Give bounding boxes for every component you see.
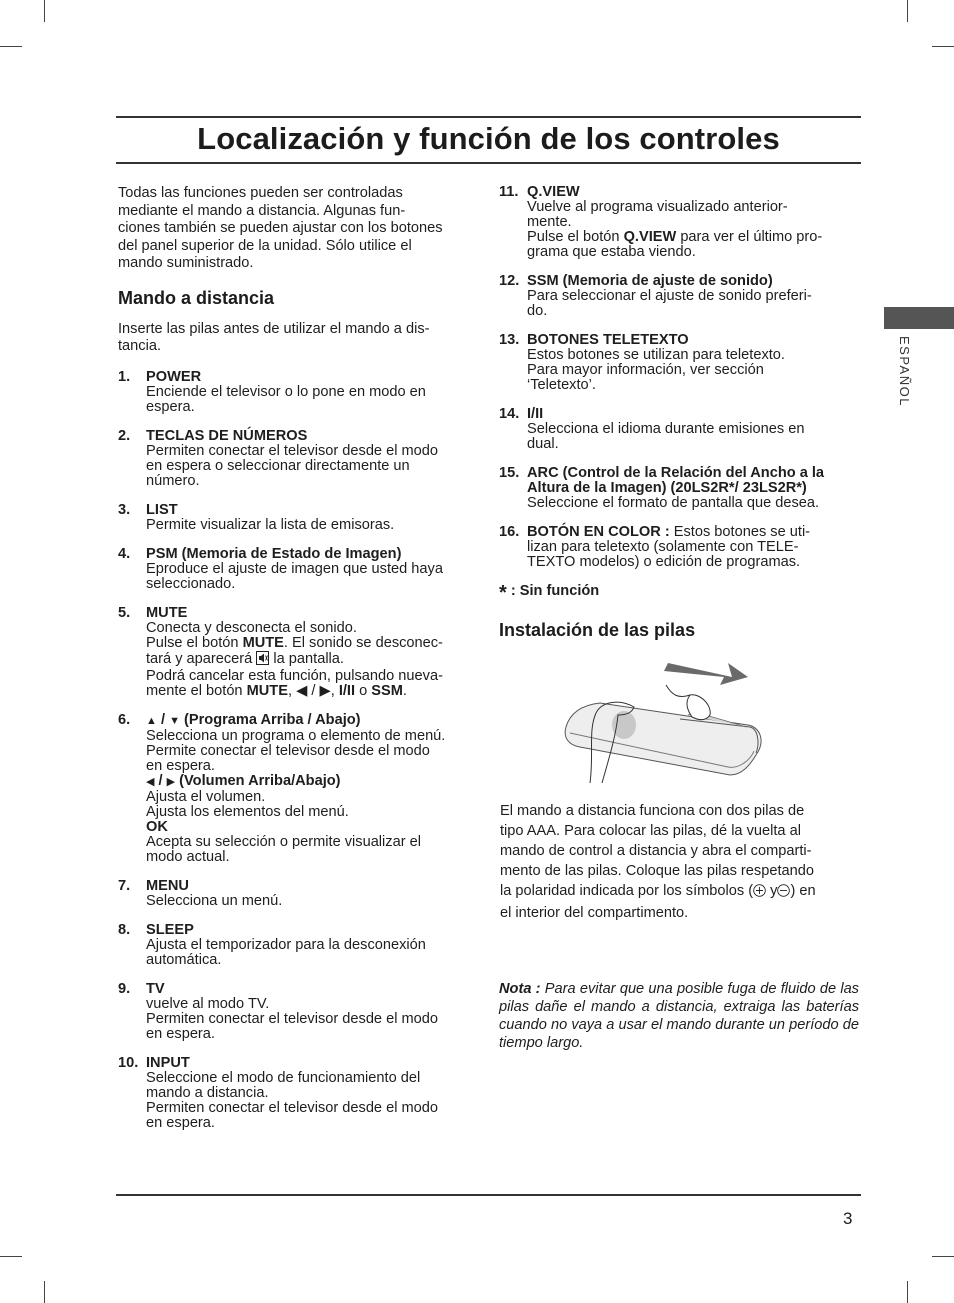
install-line: mando de control a distancia y abra el comparti- [500, 843, 812, 859]
crop-mark [907, 1281, 908, 1303]
list-item [499, 525, 859, 570]
text-run: I/II [338, 682, 356, 699]
text-run: (Programa Arriba / Abajo) [184, 711, 361, 728]
triangle-down-icon: ▼ [169, 714, 180, 727]
list-item [118, 503, 479, 533]
item-heading: TECLAS DE NÚMEROS [146, 427, 308, 444]
install-line: tipo AAA. Para colocar las pilas, dé la vuelta al [500, 823, 801, 839]
text-run: para ver el último pro- [676, 229, 823, 245]
item-text: mente. [527, 214, 572, 230]
text-run: mente el botón [146, 682, 247, 699]
mute-speaker-icon [256, 651, 269, 669]
item-text: Para mayor información, ver sección [527, 362, 764, 378]
list-item [118, 370, 479, 415]
item-text [527, 525, 859, 540]
item-text: vuelve al modo TV. [146, 995, 270, 1012]
list-item [118, 982, 479, 1042]
item-heading: BOTONES TELETEXTO [527, 332, 689, 348]
item-heading: PSM (Memoria de Estado de Imagen) [146, 545, 402, 562]
triangle-up-icon: ▲ [146, 714, 157, 727]
item-number: 1. [118, 368, 131, 385]
item-text: do. [527, 303, 548, 319]
list-item [499, 185, 859, 260]
list-item [118, 606, 479, 699]
list-item [499, 274, 859, 319]
item-text: Seleccione el formato de pantalla que desea. [527, 495, 820, 511]
item-text: lizan para teletexto (solamente con TELE- [527, 539, 799, 555]
crop-mark [907, 0, 908, 22]
plus-circle-icon [753, 883, 766, 903]
list-item [499, 466, 859, 511]
item-number: 11. [499, 184, 519, 200]
text-run: la pantalla. [269, 650, 344, 667]
item-number: 7. [118, 877, 131, 894]
text-run: / [156, 711, 170, 728]
item-number: 16. [499, 524, 520, 540]
list-item [118, 1056, 479, 1131]
text-run: Q.VIEW [623, 229, 677, 245]
text-run: y [766, 883, 778, 899]
title-bottom-rule [116, 162, 861, 164]
intro-line: ciones también se pueden ajustar con los botones [118, 220, 443, 236]
intro-line: del panel superior de la unidad. Sólo utilice el [118, 237, 412, 254]
text-run: . El sonido se desconec- [283, 634, 443, 651]
triangle-left-icon: ◀ [146, 775, 155, 788]
text-run: Pulse el botón [146, 634, 243, 651]
item-text: en espera. [146, 1025, 215, 1042]
crop-mark [932, 46, 954, 47]
text-run: , ◀ / ▶, [287, 682, 339, 699]
item-number: 3. [118, 501, 131, 518]
instruction-line: tancia. [118, 338, 161, 354]
item-number: 4. [118, 545, 131, 562]
item-heading: OK [146, 818, 168, 835]
text-run: tará y aparecerá [146, 650, 257, 667]
install-heading: Instalación de las pilas [499, 620, 696, 640]
item-number: 15. [499, 465, 520, 481]
item-text: Permite conectar el televisor desde el modo [146, 742, 430, 759]
footnote-text: : Sin función [510, 583, 600, 599]
text-run: SSM [371, 682, 403, 699]
intro-line: mediante el mando a distancia. Algunas fun- [118, 202, 406, 219]
language-tab-bar [884, 307, 954, 329]
note-paragraph [499, 980, 859, 1052]
item-number: 6. [118, 711, 131, 728]
intro-paragraph [118, 185, 479, 273]
item-text [146, 684, 479, 699]
item-text: Conecta y desconecta el sonido. [146, 619, 357, 636]
item-text: seleccionado. [146, 575, 236, 592]
text-run: MUTE [242, 634, 284, 651]
item-text: espera. [146, 398, 195, 415]
text-run: BOTÓN EN COLOR : [527, 524, 670, 540]
language-tab-label: ESPAÑOL [897, 336, 912, 407]
item-text [146, 636, 479, 651]
item-heading: I/II [527, 406, 544, 422]
item-text: Ajusta el temporizador para la desconexión [146, 936, 426, 953]
install-line [500, 881, 860, 903]
item-text: Ajusta el volumen. [146, 788, 266, 805]
item-number: 9. [118, 980, 131, 997]
item-text: Selecciona un menú. [146, 892, 283, 909]
item-text: Ajusta los elementos del menú. [146, 803, 349, 820]
item-number: 10. [118, 1054, 139, 1071]
item-text: Acepta su selección o permite visualizar el [146, 833, 421, 850]
text-run: MUTE [246, 682, 288, 699]
install-paragraph [500, 801, 860, 923]
item-heading: ARC (Control de la Relación del Ancho a la [527, 465, 825, 481]
crop-mark [0, 1256, 22, 1257]
crop-mark [0, 46, 22, 47]
item-text: Seleccione el modo de funcionamiento del [146, 1069, 421, 1086]
text-run: la polaridad indicada por los símbolos ( [500, 883, 754, 899]
note-text: Para evitar que una posible fuga de fluido de las pilas dañe el mando a distancia, extraiga las baterías cuando no vaya a usar el mando durante un período de tiempo largo. [499, 981, 859, 1051]
item-text: Eproduce el ajuste de imagen que usted haya [146, 560, 443, 577]
item-text [146, 651, 479, 669]
item-number: 12. [499, 273, 520, 289]
item-text: mando a distancia. [146, 1084, 269, 1101]
item-number: 14. [499, 406, 520, 422]
intro-line: mando suministrado. [118, 255, 254, 271]
text-run: / [154, 772, 167, 789]
intro-line: Todas las funciones pueden ser controladas [118, 185, 403, 201]
item-text: Vuelve al programa visualizado anterior- [527, 199, 788, 215]
item-heading: INPUT [146, 1054, 190, 1071]
remote-instruction [118, 321, 479, 356]
item-heading: LIST [146, 501, 178, 518]
battery-illustration [560, 655, 770, 790]
item-text: Permiten conectar el televisor desde el modo [146, 1099, 439, 1116]
item-text: modo actual. [146, 848, 230, 865]
item-text: en espera. [146, 1114, 215, 1131]
crop-mark [44, 0, 45, 22]
item-heading: Q.VIEW [527, 184, 580, 200]
item-number: 13. [499, 332, 520, 348]
list-item [118, 547, 479, 592]
item-heading: Altura de la Imagen) (20LS2R*/ 23LS2R*) [527, 480, 807, 496]
item-text: Permite visualizar la lista de emisoras. [146, 516, 395, 533]
list-item [118, 429, 479, 489]
asterisk-icon: * [499, 582, 507, 604]
install-line: mento de las pilas. Coloque las pilas respetando [500, 863, 814, 879]
text-run: ) en [790, 883, 816, 899]
item-number: 5. [118, 604, 131, 621]
item-heading: MUTE [146, 604, 188, 621]
list-item [499, 407, 859, 452]
crop-mark [44, 1281, 45, 1303]
remote-heading: Mando a distancia [118, 287, 275, 308]
triangle-right-icon: ▶ [166, 775, 176, 788]
item-text: Permiten conectar el televisor desde el modo [146, 1010, 439, 1027]
item-text [527, 230, 859, 245]
minus-circle-icon [777, 883, 790, 903]
text-run: . [402, 682, 407, 699]
item-text: número. [146, 472, 200, 489]
item-text: automática. [146, 951, 222, 968]
note-label: Nota : [499, 981, 541, 997]
left-column [118, 185, 479, 1145]
item-text: Estos botones se utilizan para teletexto. [527, 347, 785, 363]
item-number: 2. [118, 427, 131, 444]
item-text: Para seleccionar el ajuste de sonido preferi- [527, 288, 812, 304]
item-text: Selecciona el idioma durante emisiones en [527, 421, 805, 437]
item-text: Permiten conectar el televisor desde el modo [146, 442, 439, 459]
item-text: Selecciona un programa o elemento de menú. [146, 727, 446, 744]
footer-rule [116, 1194, 861, 1196]
item-heading: SLEEP [146, 921, 194, 938]
item-heading: TV [146, 980, 165, 997]
list-item [118, 923, 479, 968]
text-run: (Volumen Arriba/Abajo) [179, 772, 341, 789]
item-heading: SSM (Memoria de ajuste de sonido) [527, 273, 773, 289]
page-number: 3 [843, 1209, 853, 1228]
install-line: el interior del compartimento. [500, 905, 689, 921]
text-run: Estos botones se uti- [669, 524, 811, 540]
list-item [118, 713, 479, 865]
list-item [118, 879, 479, 909]
item-text: dual. [527, 436, 559, 452]
item-text: grama que estaba viendo. [527, 244, 696, 260]
item-heading: MENU [146, 877, 189, 894]
text-run: o [355, 682, 372, 699]
item-number: 8. [118, 921, 131, 938]
item-text: ‘Teletexto’. [527, 377, 596, 393]
item-text: Podrá cancelar esta función, pulsando nueva- [146, 667, 443, 684]
item-heading [146, 774, 479, 790]
page-title: Localización y función de los controles [197, 121, 780, 156]
list-item [499, 333, 859, 393]
instruction-line: Inserte las pilas antes de utilizar el mando a dis- [118, 320, 430, 337]
item-text: en espera. [146, 757, 215, 774]
text-run: Pulse el botón [527, 229, 624, 245]
right-column [499, 185, 859, 653]
install-line: El mando a distancia funciona con dos pilas de [500, 803, 805, 819]
crop-mark [932, 1256, 954, 1257]
item-text: en espera o seleccionar directamente un [146, 457, 410, 474]
item-text: Enciende el televisor o lo pone en modo en [146, 383, 426, 400]
item-heading [146, 713, 479, 729]
item-text: TEXTO modelos) o edición de programas. [527, 554, 801, 570]
star-footnote [499, 582, 859, 604]
item-heading: POWER [146, 368, 202, 385]
